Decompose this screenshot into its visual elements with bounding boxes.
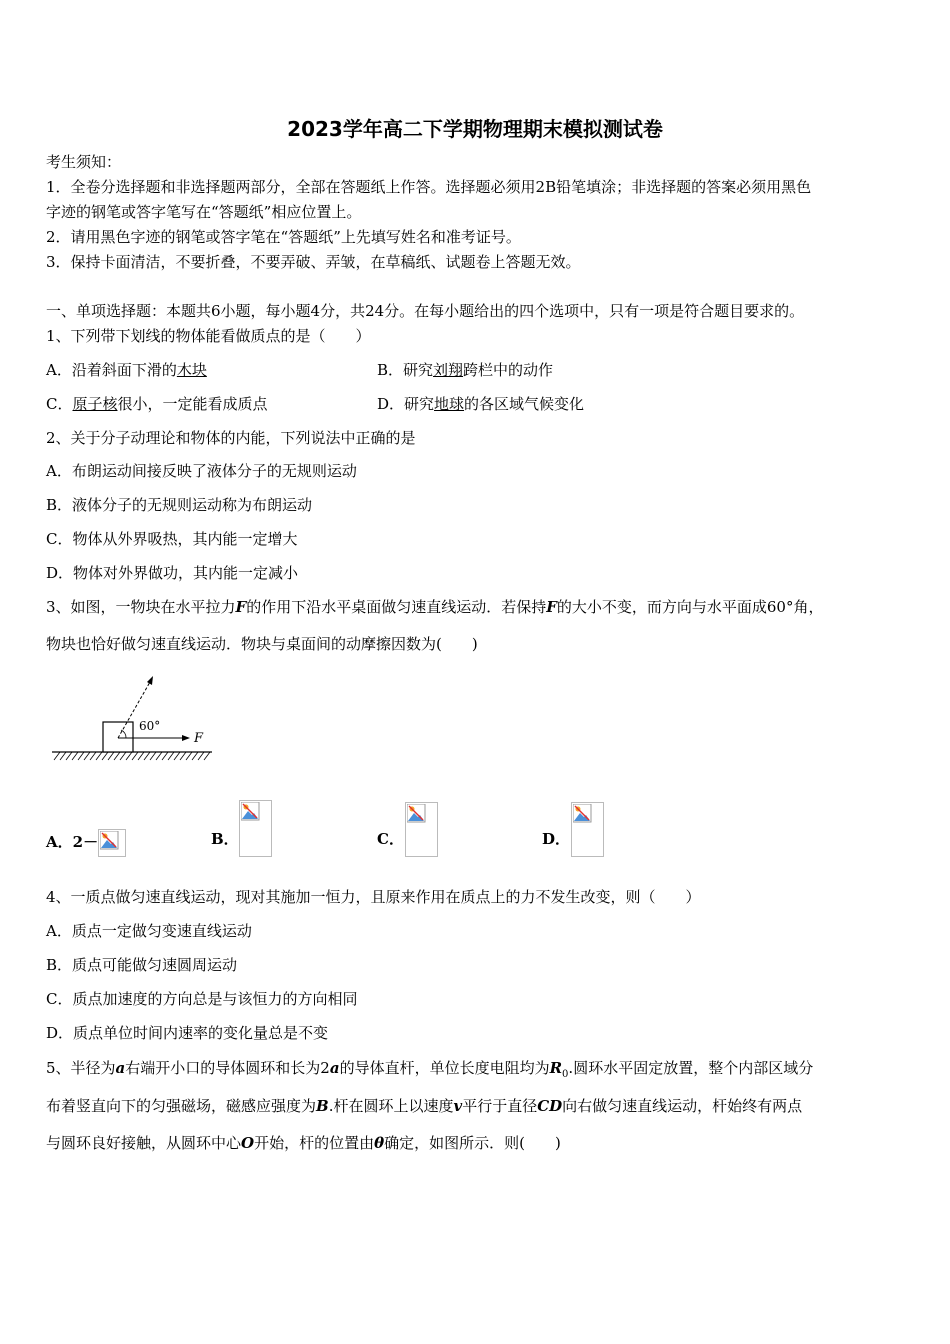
q3-option-d-image — [571, 802, 604, 857]
q5-var: a — [115, 1059, 126, 1077]
q5-var: O — [241, 1134, 255, 1152]
broken-image-icon — [98, 829, 126, 857]
q2-option-d: D．物体对外界做功，其内能一定减小 — [46, 564, 299, 582]
q1-a-underlined: 木块 — [176, 361, 207, 379]
broken-image-icon — [573, 804, 593, 824]
q1-stem: 1、下列带下划线的物体能看做质点的是（ ） — [46, 327, 371, 345]
q1-a-pre: A．沿着斜面下滑的 — [46, 361, 177, 379]
notice-line-3: 2．请用黑色字迹的钢笔或答字笔在“答题纸”上先填写姓名和准考证号。 — [46, 228, 521, 246]
q5-text: .圆环水平固定放置，整个内部区域分 — [568, 1059, 814, 1077]
q5-text: 右端开小口的导体圆环和长为2 — [125, 1059, 330, 1077]
q1-option-d — [377, 394, 584, 414]
q1-c-pre: C． — [46, 395, 73, 413]
q4-option-c: C．质点加速度的方向总是与该恒力的方向相同 — [46, 990, 358, 1008]
notice-line-2: 字迹的钢笔或答字笔写在“答题纸”相应位置上。 — [46, 203, 362, 221]
q1-c-underlined: 原子核 — [72, 395, 118, 413]
q3-text-3: 的大小不变，而方向与水平面成60°角， — [556, 598, 824, 616]
q5-var: R — [549, 1059, 563, 1077]
inclined-arrowhead — [147, 676, 153, 685]
broken-image-icon — [241, 802, 261, 822]
q3-option-d-label: D． — [542, 830, 571, 848]
q5-text: 开始，杆的位置由 — [254, 1134, 375, 1152]
q3-stem-line-2: 物块也恰好做匀速直线运动．物块与桌面间的动摩擦因数为( ) — [46, 635, 478, 653]
q5-var: v — [453, 1097, 463, 1115]
q5-stem-line-1 — [46, 1058, 813, 1085]
q5-text: 平行于直径 — [462, 1097, 538, 1115]
q3-option-a — [46, 829, 126, 857]
ground-hatching — [54, 752, 210, 760]
q5-text: 确定，如图所示．则( ) — [384, 1134, 561, 1152]
q3-a-text: 2－ — [72, 833, 99, 851]
q3-force-diagram — [46, 668, 226, 768]
q3-option-c-label: C． — [377, 830, 404, 848]
q5-text: .杆在圆环上以速度 — [328, 1097, 454, 1115]
angle-label: 60° — [139, 719, 161, 733]
q5-var: a — [329, 1059, 340, 1077]
q5-stem-line-2 — [46, 1096, 802, 1116]
q5-subscript: 0 — [562, 1069, 569, 1080]
q5-stem-line-3 — [46, 1133, 561, 1153]
q1-c-post: 很小，一定能看成质点 — [117, 395, 268, 413]
section-heading: 一、单项选择题：本题共6小题，每小题4分，共24分。在每小题给出的四个选项中，只有一项是符合题目要求的。 — [46, 302, 805, 320]
q5-text: 5、半径为 — [46, 1059, 116, 1077]
q1-d-underlined: 地球 — [434, 395, 465, 413]
q5-text: 与圆环良好接触，从圆环中心 — [46, 1134, 242, 1152]
q5-text: 布着竖直向下的匀强磁场，磁感应强度为 — [46, 1097, 317, 1115]
force-label: F — [194, 731, 204, 746]
q3-option-b-image — [239, 800, 272, 857]
q1-option-b — [377, 360, 553, 380]
q1-option-a — [46, 360, 207, 380]
q1-d-pre: D．研究 — [377, 395, 435, 413]
q5-var: B — [316, 1097, 329, 1115]
notice-heading: 考生须知： — [46, 153, 122, 171]
horizontal-arrowhead — [182, 735, 190, 741]
q2-stem: 2、关于分子动理论和物体的内能，下列说法中正确的是 — [46, 429, 416, 447]
q2-option-a: A．布朗运动间接反映了液体分子的无规则运动 — [46, 462, 357, 480]
q1-b-pre: B．研究 — [377, 361, 434, 379]
notice-line-1: 1．全卷分选择题和非选择题两部分，全部在答题纸上作答。选择题必须用2B铅笔填涂；非选择题的答案必须用黑色 — [46, 178, 812, 196]
q4-option-a: A．质点一定做匀变速直线运动 — [46, 922, 252, 940]
q4-option-b: B．质点可能做匀速圆周运动 — [46, 956, 238, 974]
q2-option-b: B．液体分子的无规则运动称为布朗运动 — [46, 496, 313, 514]
q5-var: CD — [537, 1097, 563, 1115]
q1-option-c — [46, 394, 268, 414]
broken-image-icon — [407, 804, 427, 824]
q3-a-label: A． — [46, 833, 73, 851]
notice-line-4: 3．保持卡面清洁，不要折叠，不要弄破、弄皱，在草稿纸、试题卷上答题无效。 — [46, 253, 581, 271]
q1-d-post: 的各区域气候变化 — [464, 395, 585, 413]
q3-option-b-label: B． — [211, 830, 239, 848]
q4-option-d: D．质点单位时间内速率的变化量总是不变 — [46, 1024, 329, 1042]
page-title: 2023学年高二下学期物理期末模拟测试卷 — [287, 117, 663, 141]
q3-text-1: 3、如图，一物块在水平拉力 — [46, 598, 236, 616]
q4-stem: 4、一质点做匀速直线运动，现对其施加一恒力，且原来作用在质点上的力不发生改变，则（ ） — [46, 888, 701, 906]
q5-text: 向右做匀速直线运动，杆始终有两点 — [562, 1097, 803, 1115]
q3-text-2: 的作用下沿水平桌面做匀速直线运动．若保持 — [246, 598, 547, 616]
q1-b-post: 跨栏中的动作 — [463, 361, 554, 379]
q3-option-c-image — [405, 802, 438, 857]
q5-text: 的导体直杆，单位长度电阻均为 — [339, 1059, 550, 1077]
q5-var: θ — [374, 1134, 385, 1152]
q3-var-f: F — [546, 598, 557, 616]
q3-var-f: F — [235, 598, 247, 616]
q1-b-underlined: 刘翔 — [433, 361, 464, 379]
q3-stem-line-1 — [46, 597, 823, 617]
q2-option-c: C．物体从外界吸热，其内能一定增大 — [46, 530, 298, 548]
